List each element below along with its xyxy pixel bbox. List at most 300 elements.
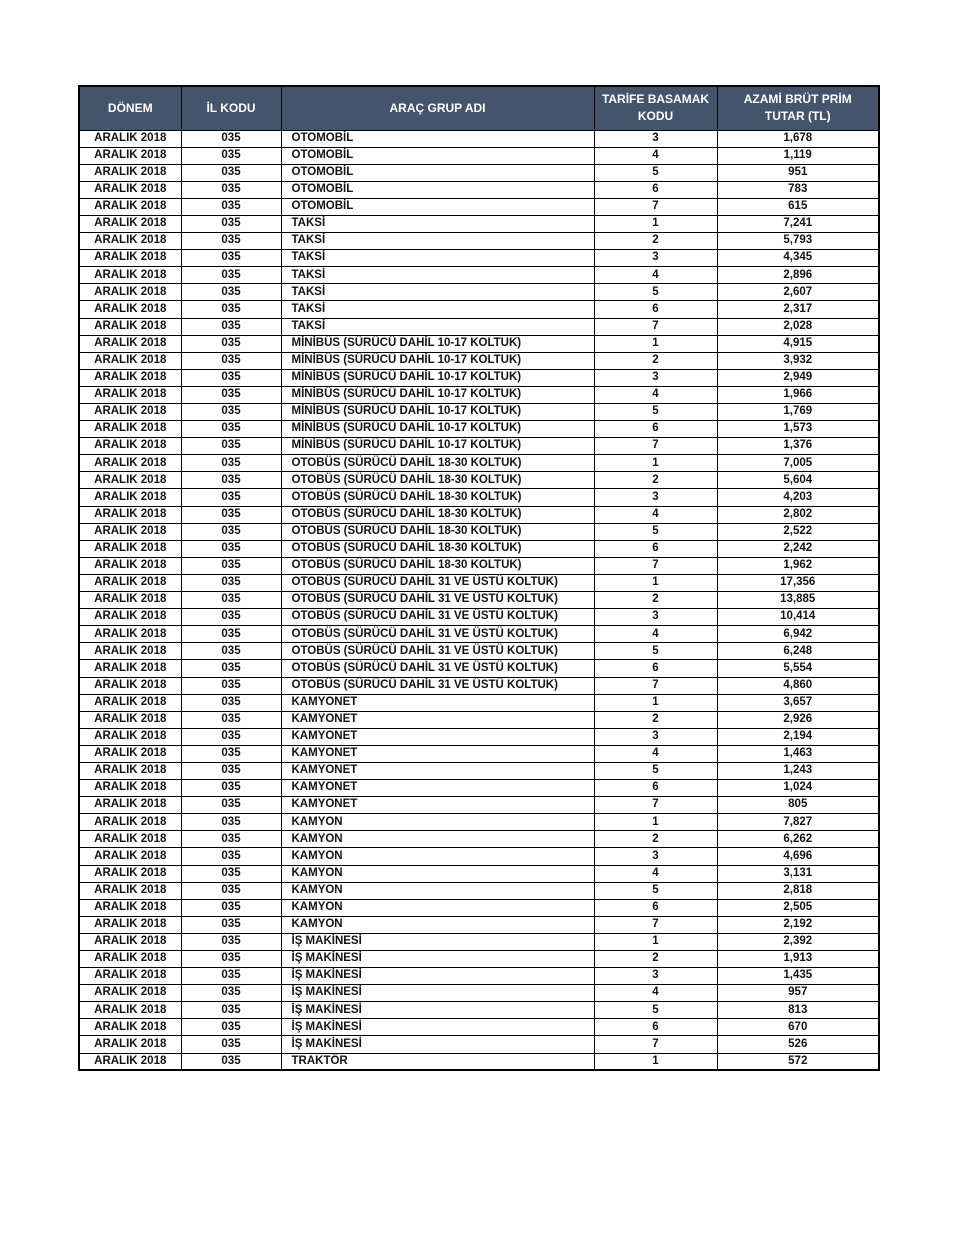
- cell-il-kodu: 035: [181, 438, 281, 455]
- cell-tarife-basamak-kodu: 2: [594, 831, 717, 848]
- cell-tarife-basamak-kodu: 6: [594, 301, 717, 318]
- cell-il-kodu: 035: [181, 455, 281, 472]
- cell-tarife-basamak-kodu: 3: [594, 968, 717, 985]
- cell-donem: ARALIK 2018: [79, 506, 181, 523]
- cell-arac-grup-adi: OTOBÜS (SÜRÜCÜ DAHİL 31 VE ÜSTÜ KOLTUK): [281, 592, 594, 609]
- table-row: [79, 386, 879, 403]
- cell-tarife-basamak-kodu: 6: [594, 540, 717, 557]
- cell-arac-grup-adi: MİNİBÜS (SÜRÜCÜ DAHİL 10-17 KOLTUK): [281, 335, 594, 352]
- cell-azami-brut-prim-tutar: 7,005: [717, 455, 879, 472]
- cell-arac-grup-adi: OTOBÜS (SÜRÜCÜ DAHİL 31 VE ÜSTÜ KOLTUK): [281, 677, 594, 694]
- table-row: [79, 267, 879, 284]
- cell-azami-brut-prim-tutar: 1,962: [717, 557, 879, 574]
- cell-arac-grup-adi: KAMYONET: [281, 694, 594, 711]
- cell-azami-brut-prim-tutar: 2,505: [717, 899, 879, 916]
- cell-il-kodu: 035: [181, 1019, 281, 1036]
- cell-il-kodu: 035: [181, 181, 281, 198]
- cell-arac-grup-adi: OTOMOBİL: [281, 130, 594, 147]
- cell-il-kodu: 035: [181, 780, 281, 797]
- cell-il-kodu: 035: [181, 164, 281, 181]
- table-row: [79, 523, 879, 540]
- cell-azami-brut-prim-tutar: 4,696: [717, 848, 879, 865]
- table-row: [79, 489, 879, 506]
- table-row: [79, 780, 879, 797]
- cell-donem: ARALIK 2018: [79, 386, 181, 403]
- cell-arac-grup-adi: İŞ MAKİNESİ: [281, 951, 594, 968]
- cell-arac-grup-adi: İŞ MAKİNESİ: [281, 1019, 594, 1036]
- cell-il-kodu: 035: [181, 814, 281, 831]
- cell-il-kodu: 035: [181, 865, 281, 882]
- cell-azami-brut-prim-tutar: 5,604: [717, 472, 879, 489]
- cell-arac-grup-adi: TAKSİ: [281, 250, 594, 267]
- cell-arac-grup-adi: KAMYON: [281, 814, 594, 831]
- table-row: [79, 147, 879, 164]
- table-row: [79, 284, 879, 301]
- cell-arac-grup-adi: KAMYONET: [281, 728, 594, 745]
- cell-tarife-basamak-kodu: 7: [594, 677, 717, 694]
- cell-azami-brut-prim-tutar: 7,827: [717, 814, 879, 831]
- cell-donem: ARALIK 2018: [79, 848, 181, 865]
- cell-azami-brut-prim-tutar: 2,896: [717, 267, 879, 284]
- table-row: [79, 404, 879, 421]
- cell-donem: ARALIK 2018: [79, 814, 181, 831]
- cell-donem: ARALIK 2018: [79, 831, 181, 848]
- cell-il-kodu: 035: [181, 267, 281, 284]
- cell-azami-brut-prim-tutar: 3,131: [717, 865, 879, 882]
- table-row: [79, 438, 879, 455]
- table-row: [79, 677, 879, 694]
- cell-arac-grup-adi: KAMYON: [281, 848, 594, 865]
- cell-arac-grup-adi: KAMYON: [281, 882, 594, 899]
- table-row: [79, 164, 879, 181]
- cell-azami-brut-prim-tutar: 1,119: [717, 147, 879, 164]
- cell-tarife-basamak-kodu: 3: [594, 848, 717, 865]
- cell-azami-brut-prim-tutar: 957: [717, 985, 879, 1002]
- column-header-il-kodu: İL KODU: [181, 86, 281, 130]
- cell-donem: ARALIK 2018: [79, 677, 181, 694]
- cell-tarife-basamak-kodu: 1: [594, 455, 717, 472]
- cell-donem: ARALIK 2018: [79, 369, 181, 386]
- cell-azami-brut-prim-tutar: 2,242: [717, 540, 879, 557]
- cell-il-kodu: 035: [181, 728, 281, 745]
- cell-il-kodu: 035: [181, 369, 281, 386]
- cell-il-kodu: 035: [181, 677, 281, 694]
- cell-il-kodu: 035: [181, 284, 281, 301]
- cell-tarife-basamak-kodu: 5: [594, 882, 717, 899]
- cell-tarife-basamak-kodu: 6: [594, 660, 717, 677]
- cell-donem: ARALIK 2018: [79, 472, 181, 489]
- cell-il-kodu: 035: [181, 489, 281, 506]
- cell-azami-brut-prim-tutar: 2,522: [717, 523, 879, 540]
- cell-tarife-basamak-kodu: 1: [594, 933, 717, 950]
- cell-tarife-basamak-kodu: 4: [594, 626, 717, 643]
- table-row: [79, 369, 879, 386]
- table-row: [79, 882, 879, 899]
- cell-donem: ARALIK 2018: [79, 916, 181, 933]
- cell-tarife-basamak-kodu: 5: [594, 164, 717, 181]
- cell-azami-brut-prim-tutar: 5,554: [717, 660, 879, 677]
- cell-il-kodu: 035: [181, 968, 281, 985]
- cell-donem: ARALIK 2018: [79, 728, 181, 745]
- table-row: [79, 933, 879, 950]
- cell-tarife-basamak-kodu: 7: [594, 438, 717, 455]
- cell-arac-grup-adi: TAKSİ: [281, 215, 594, 232]
- tariff-premium-table: [78, 85, 880, 1071]
- cell-il-kodu: 035: [181, 933, 281, 950]
- table-row: [79, 797, 879, 814]
- cell-donem: ARALIK 2018: [79, 250, 181, 267]
- cell-arac-grup-adi: İŞ MAKİNESİ: [281, 985, 594, 1002]
- cell-donem: ARALIK 2018: [79, 540, 181, 557]
- cell-arac-grup-adi: MİNİBÜS (SÜRÜCÜ DAHİL 10-17 KOLTUK): [281, 404, 594, 421]
- cell-donem: ARALIK 2018: [79, 694, 181, 711]
- cell-azami-brut-prim-tutar: 1,966: [717, 386, 879, 403]
- cell-arac-grup-adi: OTOBÜS (SÜRÜCÜ DAHİL 18-30 KOLTUK): [281, 489, 594, 506]
- cell-donem: ARALIK 2018: [79, 215, 181, 232]
- cell-tarife-basamak-kodu: 1: [594, 694, 717, 711]
- cell-azami-brut-prim-tutar: 4,203: [717, 489, 879, 506]
- cell-tarife-basamak-kodu: 7: [594, 916, 717, 933]
- column-header-tarife-basamak-kodu: TARİFE BASAMAK KODU: [594, 86, 717, 130]
- cell-il-kodu: 035: [181, 951, 281, 968]
- cell-tarife-basamak-kodu: 5: [594, 523, 717, 540]
- cell-il-kodu: 035: [181, 472, 281, 489]
- table-row: [79, 301, 879, 318]
- cell-arac-grup-adi: OTOBÜS (SÜRÜCÜ DAHİL 18-30 KOLTUK): [281, 455, 594, 472]
- cell-donem: ARALIK 2018: [79, 882, 181, 899]
- cell-il-kodu: 035: [181, 250, 281, 267]
- cell-arac-grup-adi: OTOBÜS (SÜRÜCÜ DAHİL 18-30 KOLTUK): [281, 472, 594, 489]
- cell-donem: ARALIK 2018: [79, 1002, 181, 1019]
- cell-tarife-basamak-kodu: 2: [594, 472, 717, 489]
- cell-il-kodu: 035: [181, 352, 281, 369]
- cell-arac-grup-adi: KAMYON: [281, 916, 594, 933]
- cell-arac-grup-adi: KAMYON: [281, 899, 594, 916]
- table-row: [79, 233, 879, 250]
- cell-arac-grup-adi: OTOBÜS (SÜRÜCÜ DAHİL 31 VE ÜSTÜ KOLTUK): [281, 660, 594, 677]
- table-row: [79, 540, 879, 557]
- cell-il-kodu: 035: [181, 711, 281, 728]
- cell-tarife-basamak-kodu: 1: [594, 215, 717, 232]
- cell-azami-brut-prim-tutar: 2,607: [717, 284, 879, 301]
- cell-tarife-basamak-kodu: 5: [594, 643, 717, 660]
- cell-il-kodu: 035: [181, 1053, 281, 1070]
- cell-azami-brut-prim-tutar: 572: [717, 1053, 879, 1070]
- cell-il-kodu: 035: [181, 147, 281, 164]
- cell-arac-grup-adi: OTOBÜS (SÜRÜCÜ DAHİL 31 VE ÜSTÜ KOLTUK): [281, 609, 594, 626]
- table-row: [79, 250, 879, 267]
- cell-tarife-basamak-kodu: 5: [594, 1002, 717, 1019]
- cell-donem: ARALIK 2018: [79, 489, 181, 506]
- cell-tarife-basamak-kodu: 5: [594, 404, 717, 421]
- cell-il-kodu: 035: [181, 831, 281, 848]
- table-row: [79, 968, 879, 985]
- cell-azami-brut-prim-tutar: 615: [717, 198, 879, 215]
- table-row: [79, 985, 879, 1002]
- cell-il-kodu: 035: [181, 643, 281, 660]
- cell-donem: ARALIK 2018: [79, 899, 181, 916]
- cell-donem: ARALIK 2018: [79, 933, 181, 950]
- cell-donem: ARALIK 2018: [79, 318, 181, 335]
- table-row: [79, 831, 879, 848]
- cell-tarife-basamak-kodu: 6: [594, 181, 717, 198]
- cell-il-kodu: 035: [181, 1002, 281, 1019]
- cell-azami-brut-prim-tutar: 1,573: [717, 421, 879, 438]
- cell-azami-brut-prim-tutar: 1,769: [717, 404, 879, 421]
- cell-azami-brut-prim-tutar: 6,942: [717, 626, 879, 643]
- cell-il-kodu: 035: [181, 762, 281, 779]
- cell-arac-grup-adi: MİNİBÜS (SÜRÜCÜ DAHİL 10-17 KOLTUK): [281, 421, 594, 438]
- cell-il-kodu: 035: [181, 318, 281, 335]
- cell-donem: ARALIK 2018: [79, 198, 181, 215]
- table-row: [79, 472, 879, 489]
- cell-tarife-basamak-kodu: 1: [594, 814, 717, 831]
- cell-donem: ARALIK 2018: [79, 951, 181, 968]
- cell-il-kodu: 035: [181, 198, 281, 215]
- cell-tarife-basamak-kodu: 4: [594, 147, 717, 164]
- table-row: [79, 181, 879, 198]
- cell-donem: ARALIK 2018: [79, 181, 181, 198]
- cell-azami-brut-prim-tutar: 2,194: [717, 728, 879, 745]
- cell-il-kodu: 035: [181, 215, 281, 232]
- cell-arac-grup-adi: KAMYONET: [281, 797, 594, 814]
- cell-arac-grup-adi: TAKSİ: [281, 318, 594, 335]
- cell-tarife-basamak-kodu: 2: [594, 592, 717, 609]
- cell-il-kodu: 035: [181, 404, 281, 421]
- cell-azami-brut-prim-tutar: 1,024: [717, 780, 879, 797]
- cell-azami-brut-prim-tutar: 10,414: [717, 609, 879, 626]
- table-row: [79, 609, 879, 626]
- cell-il-kodu: 035: [181, 557, 281, 574]
- table-row: [79, 557, 879, 574]
- cell-azami-brut-prim-tutar: 4,345: [717, 250, 879, 267]
- cell-arac-grup-adi: OTOBÜS (SÜRÜCÜ DAHİL 18-30 KOLTUK): [281, 557, 594, 574]
- table-row: [79, 626, 879, 643]
- cell-donem: ARALIK 2018: [79, 404, 181, 421]
- cell-tarife-basamak-kodu: 3: [594, 369, 717, 386]
- table-row: [79, 1053, 879, 1070]
- cell-azami-brut-prim-tutar: 783: [717, 181, 879, 198]
- cell-donem: ARALIK 2018: [79, 352, 181, 369]
- cell-donem: ARALIK 2018: [79, 557, 181, 574]
- cell-arac-grup-adi: OTOBÜS (SÜRÜCÜ DAHİL 31 VE ÜSTÜ KOLTUK): [281, 574, 594, 591]
- cell-arac-grup-adi: OTOMOBİL: [281, 198, 594, 215]
- cell-tarife-basamak-kodu: 4: [594, 985, 717, 1002]
- cell-arac-grup-adi: MİNİBÜS (SÜRÜCÜ DAHİL 10-17 KOLTUK): [281, 369, 594, 386]
- cell-donem: ARALIK 2018: [79, 609, 181, 626]
- cell-donem: ARALIK 2018: [79, 797, 181, 814]
- cell-azami-brut-prim-tutar: 951: [717, 164, 879, 181]
- table-row: [79, 215, 879, 232]
- cell-tarife-basamak-kodu: 5: [594, 762, 717, 779]
- cell-tarife-basamak-kodu: 7: [594, 318, 717, 335]
- cell-azami-brut-prim-tutar: 1,376: [717, 438, 879, 455]
- cell-donem: ARALIK 2018: [79, 1036, 181, 1053]
- cell-azami-brut-prim-tutar: 13,885: [717, 592, 879, 609]
- cell-il-kodu: 035: [181, 386, 281, 403]
- table-row: [79, 455, 879, 472]
- cell-tarife-basamak-kodu: 2: [594, 233, 717, 250]
- cell-arac-grup-adi: OTOMOBİL: [281, 181, 594, 198]
- cell-arac-grup-adi: İŞ MAKİNESİ: [281, 1036, 594, 1053]
- cell-il-kodu: 035: [181, 985, 281, 1002]
- cell-donem: ARALIK 2018: [79, 643, 181, 660]
- cell-tarife-basamak-kodu: 7: [594, 1036, 717, 1053]
- cell-arac-grup-adi: KAMYON: [281, 865, 594, 882]
- cell-azami-brut-prim-tutar: 17,356: [717, 574, 879, 591]
- table-body: [79, 130, 879, 1070]
- cell-tarife-basamak-kodu: 3: [594, 728, 717, 745]
- cell-il-kodu: 035: [181, 335, 281, 352]
- cell-donem: ARALIK 2018: [79, 574, 181, 591]
- cell-donem: ARALIK 2018: [79, 233, 181, 250]
- cell-il-kodu: 035: [181, 899, 281, 916]
- cell-tarife-basamak-kodu: 7: [594, 797, 717, 814]
- cell-donem: ARALIK 2018: [79, 1019, 181, 1036]
- cell-azami-brut-prim-tutar: 2,818: [717, 882, 879, 899]
- cell-donem: ARALIK 2018: [79, 745, 181, 762]
- cell-arac-grup-adi: OTOBÜS (SÜRÜCÜ DAHİL 31 VE ÜSTÜ KOLTUK): [281, 643, 594, 660]
- cell-azami-brut-prim-tutar: 805: [717, 797, 879, 814]
- cell-il-kodu: 035: [181, 130, 281, 147]
- cell-azami-brut-prim-tutar: 3,932: [717, 352, 879, 369]
- cell-tarife-basamak-kodu: 3: [594, 130, 717, 147]
- table-row: [79, 318, 879, 335]
- column-header-azami-brut-prim-tutar: AZAMİ BRÜT PRİM TUTAR (TL): [717, 86, 879, 130]
- cell-azami-brut-prim-tutar: 1,913: [717, 951, 879, 968]
- cell-il-kodu: 035: [181, 592, 281, 609]
- cell-donem: ARALIK 2018: [79, 762, 181, 779]
- cell-azami-brut-prim-tutar: 2,028: [717, 318, 879, 335]
- table-row: [79, 1019, 879, 1036]
- table-row: [79, 865, 879, 882]
- cell-donem: ARALIK 2018: [79, 335, 181, 352]
- cell-azami-brut-prim-tutar: 2,317: [717, 301, 879, 318]
- cell-donem: ARALIK 2018: [79, 1053, 181, 1070]
- cell-il-kodu: 035: [181, 660, 281, 677]
- cell-tarife-basamak-kodu: 1: [594, 335, 717, 352]
- cell-tarife-basamak-kodu: 4: [594, 386, 717, 403]
- cell-tarife-basamak-kodu: 3: [594, 609, 717, 626]
- cell-tarife-basamak-kodu: 3: [594, 489, 717, 506]
- cell-tarife-basamak-kodu: 6: [594, 899, 717, 916]
- cell-il-kodu: 035: [181, 916, 281, 933]
- cell-il-kodu: 035: [181, 609, 281, 626]
- cell-azami-brut-prim-tutar: 4,860: [717, 677, 879, 694]
- cell-azami-brut-prim-tutar: 2,926: [717, 711, 879, 728]
- table-row: [79, 198, 879, 215]
- cell-arac-grup-adi: TAKSİ: [281, 233, 594, 250]
- cell-azami-brut-prim-tutar: 526: [717, 1036, 879, 1053]
- cell-azami-brut-prim-tutar: 4,915: [717, 335, 879, 352]
- cell-azami-brut-prim-tutar: 6,262: [717, 831, 879, 848]
- table-row: [79, 916, 879, 933]
- cell-arac-grup-adi: İŞ MAKİNESİ: [281, 933, 594, 950]
- cell-arac-grup-adi: TRAKTÖR: [281, 1053, 594, 1070]
- cell-donem: ARALIK 2018: [79, 147, 181, 164]
- cell-il-kodu: 035: [181, 1036, 281, 1053]
- cell-azami-brut-prim-tutar: 5,793: [717, 233, 879, 250]
- cell-il-kodu: 035: [181, 574, 281, 591]
- cell-donem: ARALIK 2018: [79, 455, 181, 472]
- cell-tarife-basamak-kodu: 4: [594, 506, 717, 523]
- cell-azami-brut-prim-tutar: 2,949: [717, 369, 879, 386]
- table-row: [79, 745, 879, 762]
- cell-arac-grup-adi: OTOMOBİL: [281, 147, 594, 164]
- cell-il-kodu: 035: [181, 745, 281, 762]
- cell-tarife-basamak-kodu: 1: [594, 574, 717, 591]
- cell-donem: ARALIK 2018: [79, 985, 181, 1002]
- cell-azami-brut-prim-tutar: 2,392: [717, 933, 879, 950]
- table-row: [79, 352, 879, 369]
- cell-arac-grup-adi: OTOBÜS (SÜRÜCÜ DAHİL 18-30 KOLTUK): [281, 506, 594, 523]
- cell-arac-grup-adi: KAMYONET: [281, 745, 594, 762]
- cell-arac-grup-adi: TAKSİ: [281, 267, 594, 284]
- cell-donem: ARALIK 2018: [79, 660, 181, 677]
- cell-arac-grup-adi: OTOBÜS (SÜRÜCÜ DAHİL 18-30 KOLTUK): [281, 540, 594, 557]
- table-row: [79, 1002, 879, 1019]
- cell-tarife-basamak-kodu: 6: [594, 421, 717, 438]
- cell-tarife-basamak-kodu: 6: [594, 1019, 717, 1036]
- cell-il-kodu: 035: [181, 506, 281, 523]
- cell-azami-brut-prim-tutar: 3,657: [717, 694, 879, 711]
- table-row: [79, 335, 879, 352]
- cell-azami-brut-prim-tutar: 1,435: [717, 968, 879, 985]
- table-row: [79, 643, 879, 660]
- cell-arac-grup-adi: KAMYONET: [281, 762, 594, 779]
- table-row: [79, 762, 879, 779]
- cell-arac-grup-adi: KAMYONET: [281, 780, 594, 797]
- cell-il-kodu: 035: [181, 523, 281, 540]
- cell-arac-grup-adi: OTOBÜS (SÜRÜCÜ DAHİL 31 VE ÜSTÜ KOLTUK): [281, 626, 594, 643]
- cell-donem: ARALIK 2018: [79, 284, 181, 301]
- cell-donem: ARALIK 2018: [79, 267, 181, 284]
- table-row: [79, 574, 879, 591]
- table-row: [79, 728, 879, 745]
- cell-donem: ARALIK 2018: [79, 438, 181, 455]
- cell-arac-grup-adi: MİNİBÜS (SÜRÜCÜ DAHİL 10-17 KOLTUK): [281, 386, 594, 403]
- cell-donem: ARALIK 2018: [79, 865, 181, 882]
- cell-arac-grup-adi: İŞ MAKİNESİ: [281, 968, 594, 985]
- cell-donem: ARALIK 2018: [79, 968, 181, 985]
- cell-tarife-basamak-kodu: 6: [594, 780, 717, 797]
- cell-arac-grup-adi: KAMYONET: [281, 711, 594, 728]
- cell-donem: ARALIK 2018: [79, 130, 181, 147]
- cell-donem: ARALIK 2018: [79, 421, 181, 438]
- cell-tarife-basamak-kodu: 4: [594, 267, 717, 284]
- cell-tarife-basamak-kodu: 2: [594, 352, 717, 369]
- cell-arac-grup-adi: TAKSİ: [281, 284, 594, 301]
- table-row: [79, 694, 879, 711]
- table-row: [79, 421, 879, 438]
- cell-tarife-basamak-kodu: 1: [594, 1053, 717, 1070]
- cell-tarife-basamak-kodu: 3: [594, 250, 717, 267]
- cell-tarife-basamak-kodu: 4: [594, 865, 717, 882]
- cell-tarife-basamak-kodu: 4: [594, 745, 717, 762]
- cell-azami-brut-prim-tutar: 7,241: [717, 215, 879, 232]
- table-row: [79, 592, 879, 609]
- cell-donem: ARALIK 2018: [79, 164, 181, 181]
- cell-arac-grup-adi: OTOMOBİL: [281, 164, 594, 181]
- table-row: [79, 506, 879, 523]
- cell-arac-grup-adi: KAMYON: [281, 831, 594, 848]
- column-header-donem: DÖNEM: [79, 86, 181, 130]
- cell-il-kodu: 035: [181, 848, 281, 865]
- cell-azami-brut-prim-tutar: 1,678: [717, 130, 879, 147]
- cell-azami-brut-prim-tutar: 670: [717, 1019, 879, 1036]
- cell-arac-grup-adi: İŞ MAKİNESİ: [281, 1002, 594, 1019]
- table-row: [79, 1036, 879, 1053]
